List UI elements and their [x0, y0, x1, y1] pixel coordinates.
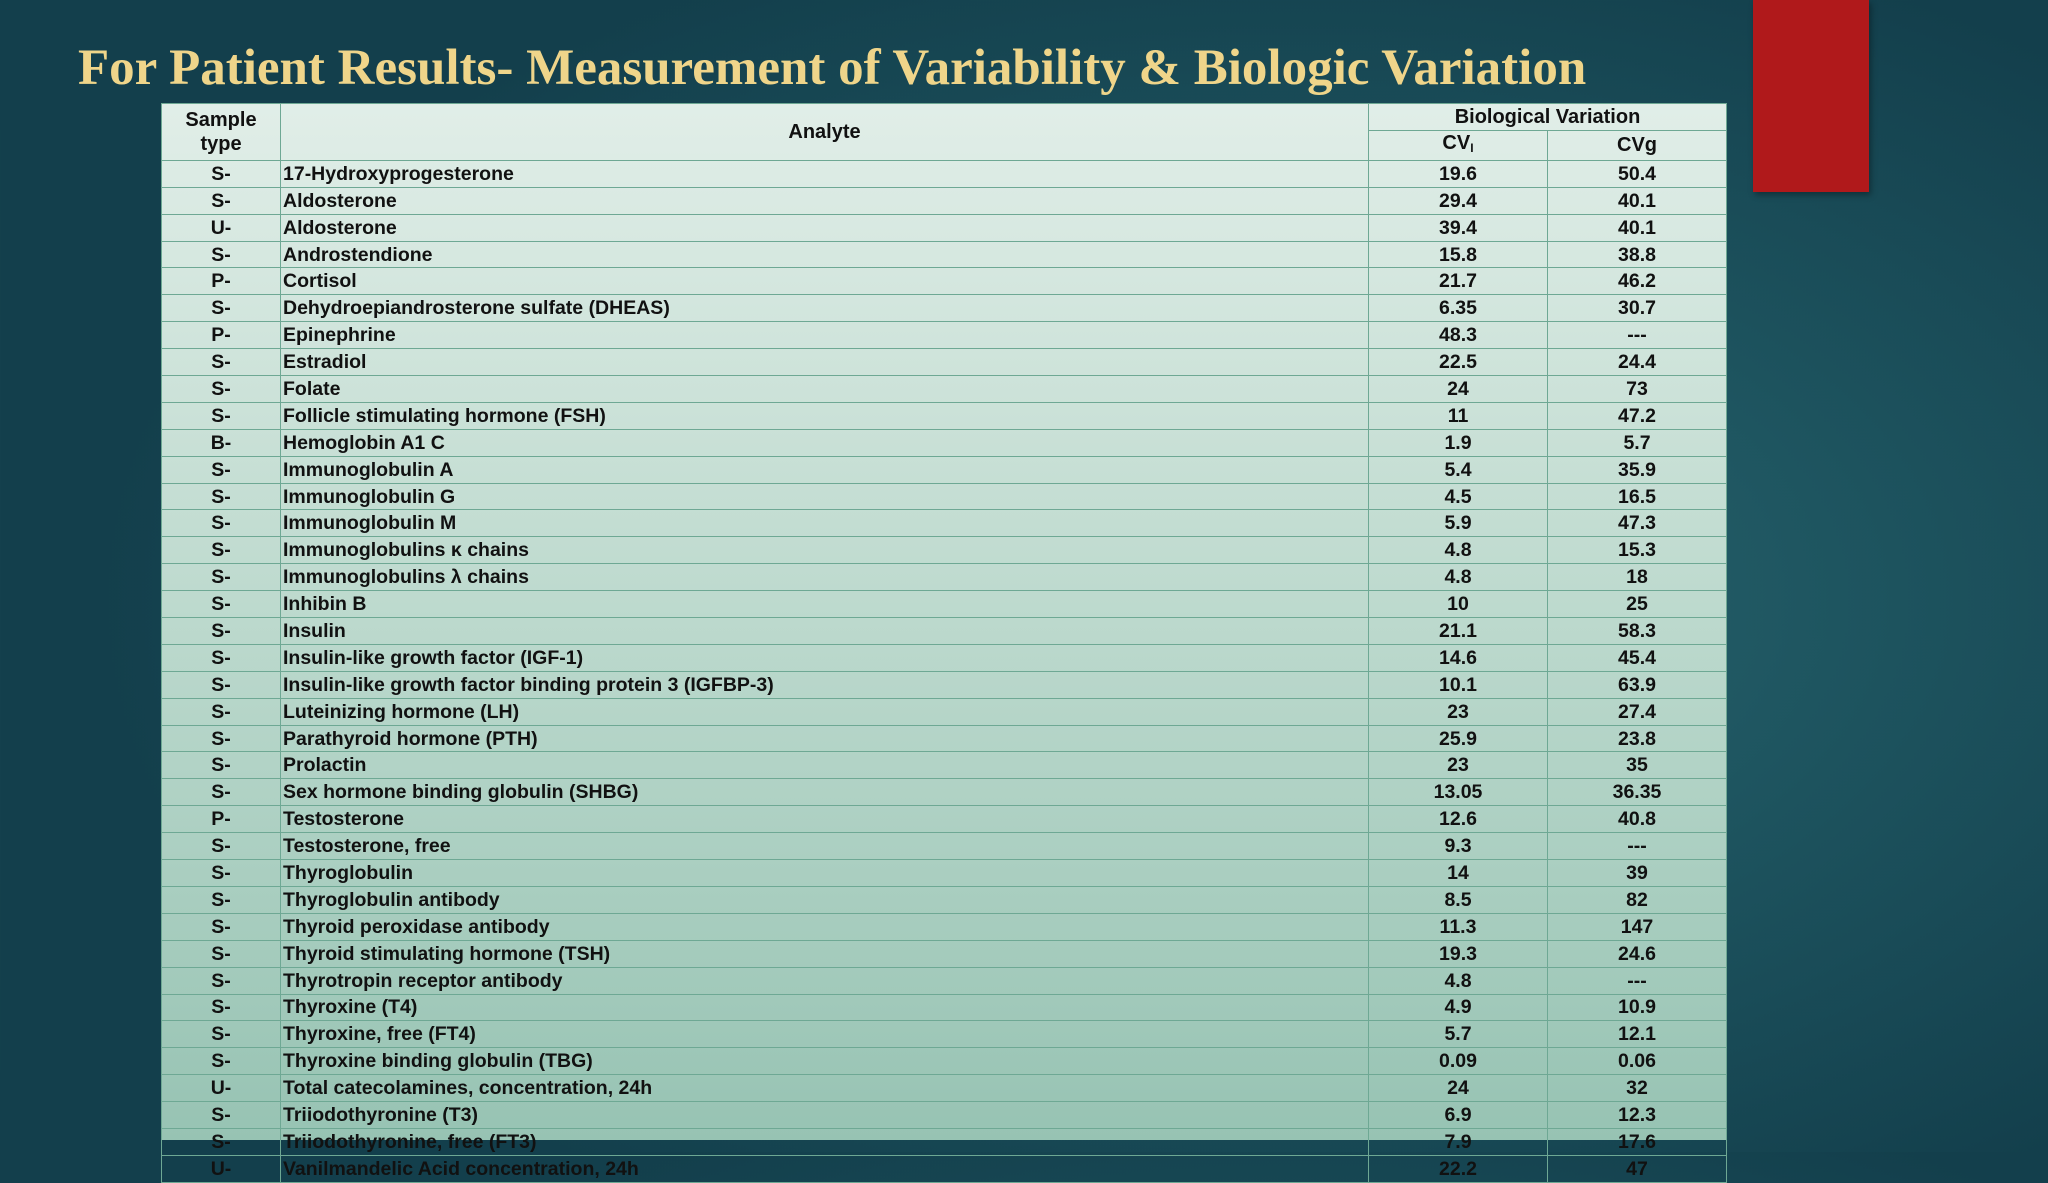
table-row [162, 214, 1727, 241]
cvi-cell: 22.5 [1369, 349, 1548, 376]
sample-type-cell: S- [162, 376, 281, 403]
table-row [162, 591, 1727, 618]
table-row [162, 1048, 1727, 1075]
cvg-cell: 12.3 [1548, 1102, 1727, 1129]
table-row [162, 725, 1727, 752]
cvg-cell: 35 [1548, 752, 1727, 779]
table-row [162, 295, 1727, 322]
sample-type-cell: S- [162, 295, 281, 322]
analyte-cell: Androstendione [281, 241, 1369, 268]
analyte-cell: Folate [281, 376, 1369, 403]
sample-type-cell: S- [162, 994, 281, 1021]
analyte-cell: Immunoglobulins κ chains [281, 537, 1369, 564]
cvg-cell: 24.4 [1548, 349, 1727, 376]
sample-type-cell: S- [162, 644, 281, 671]
cvg-cell: 0.06 [1548, 1048, 1727, 1075]
sample-type-cell: S- [162, 833, 281, 860]
cvg-cell: 17.6 [1548, 1128, 1727, 1155]
sample-type-cell: S- [162, 1128, 281, 1155]
cvg-cell: 40.8 [1548, 806, 1727, 833]
analyte-cell: Cortisol [281, 268, 1369, 295]
cvi-cell: 4.8 [1369, 564, 1548, 591]
analyte-cell: Thyroxine binding globulin (TBG) [281, 1048, 1369, 1075]
header-cvi [1369, 130, 1548, 160]
sample-type-cell: S- [162, 1102, 281, 1129]
sample-type-cell: U- [162, 1075, 281, 1102]
table-row [162, 779, 1727, 806]
table-row [162, 833, 1727, 860]
cvi-cell: 6.35 [1369, 295, 1548, 322]
table-row [162, 268, 1727, 295]
table-row [162, 187, 1727, 214]
sample-type-cell: S- [162, 187, 281, 214]
analyte-cell: Immunoglobulin G [281, 483, 1369, 510]
sample-type-cell: U- [162, 1155, 281, 1182]
cvi-cell: 23 [1369, 752, 1548, 779]
table-row [162, 913, 1727, 940]
table-row [162, 806, 1727, 833]
sample-type-cell: S- [162, 537, 281, 564]
cvi-cell: 10.1 [1369, 671, 1548, 698]
cvi-cell: 5.4 [1369, 456, 1548, 483]
cvi-cell: 4.9 [1369, 994, 1548, 1021]
cvg-cell: 82 [1548, 886, 1727, 913]
analyte-cell: Thyroglobulin antibody [281, 886, 1369, 913]
cvg-cell: 39 [1548, 860, 1727, 887]
cvi-cell: 10 [1369, 591, 1548, 618]
sample-type-cell: S- [162, 967, 281, 994]
analyte-cell: Immunoglobulin A [281, 456, 1369, 483]
cvi-cell: 4.8 [1369, 967, 1548, 994]
table-row [162, 1075, 1727, 1102]
table-row [162, 940, 1727, 967]
sample-type-cell: S- [162, 1021, 281, 1048]
table-row [162, 349, 1727, 376]
cvi-cell: 23 [1369, 698, 1548, 725]
cvg-cell: 12.1 [1548, 1021, 1727, 1048]
analyte-cell: Triiodothyronine (T3) [281, 1102, 1369, 1129]
analyte-cell: Hemoglobin A1 C [281, 429, 1369, 456]
table-row [162, 537, 1727, 564]
analyte-cell: Thyroxine (T4) [281, 994, 1369, 1021]
sample-type-cell: S- [162, 886, 281, 913]
cvg-cell: 46.2 [1548, 268, 1727, 295]
cvi-cell: 14 [1369, 860, 1548, 887]
cvg-cell: 47.3 [1548, 510, 1727, 537]
sample-type-cell: S- [162, 725, 281, 752]
analyte-cell: Sex hormone binding globulin (SHBG) [281, 779, 1369, 806]
table-row [162, 160, 1727, 187]
analyte-cell: Epinephrine [281, 322, 1369, 349]
table-row [162, 1155, 1727, 1182]
sample-type-cell: S- [162, 940, 281, 967]
analyte-cell: Immunoglobulins λ chains [281, 564, 1369, 591]
analyte-cell: Triiodothyronine, free (FT3) [281, 1128, 1369, 1155]
header-cvi-subscript: I [1470, 140, 1474, 155]
cvg-cell: 47.2 [1548, 402, 1727, 429]
sample-type-cell: P- [162, 806, 281, 833]
sample-type-cell: S- [162, 456, 281, 483]
table-row [162, 1128, 1727, 1155]
analyte-cell: Immunoglobulin M [281, 510, 1369, 537]
header-sample-type: Sample type [162, 104, 281, 161]
sample-type-cell: S- [162, 671, 281, 698]
cvg-cell: 63.9 [1548, 671, 1727, 698]
table-row [162, 671, 1727, 698]
cvg-cell: 50.4 [1548, 160, 1727, 187]
table-row [162, 241, 1727, 268]
analyte-cell: Insulin [281, 618, 1369, 645]
table-row [162, 698, 1727, 725]
cvg-cell: 15.3 [1548, 537, 1727, 564]
cvi-cell: 21.7 [1369, 268, 1548, 295]
cvg-cell: 47 [1548, 1155, 1727, 1182]
table-row [162, 860, 1727, 887]
cvg-cell: 23.8 [1548, 725, 1727, 752]
cvi-cell: 22.2 [1369, 1155, 1548, 1182]
cvg-cell: 18 [1548, 564, 1727, 591]
cvi-cell: 14.6 [1369, 644, 1548, 671]
analyte-cell: Thyrotropin receptor antibody [281, 967, 1369, 994]
analyte-cell: Insulin-like growth factor binding protein 3 (IGFBP-3) [281, 671, 1369, 698]
cvi-cell: 1.9 [1369, 429, 1548, 456]
cvi-cell: 7.9 [1369, 1128, 1548, 1155]
table-row [162, 564, 1727, 591]
table-row [162, 429, 1727, 456]
sample-type-cell: P- [162, 268, 281, 295]
analyte-cell: Total catecolamines, concentration, 24h [281, 1075, 1369, 1102]
sample-type-cell: S- [162, 698, 281, 725]
cvg-cell: --- [1548, 322, 1727, 349]
table-row [162, 456, 1727, 483]
sample-type-cell: S- [162, 349, 281, 376]
cvg-cell: 27.4 [1548, 698, 1727, 725]
sample-type-cell: U- [162, 214, 281, 241]
analyte-cell: Thyroid peroxidase antibody [281, 913, 1369, 940]
cvi-cell: 11 [1369, 402, 1548, 429]
header-cvi-label: CV [1442, 131, 1471, 154]
cvg-cell: 16.5 [1548, 483, 1727, 510]
analyte-cell: Thyroid stimulating hormone (TSH) [281, 940, 1369, 967]
analyte-cell: 17-Hydroxyprogesterone [281, 160, 1369, 187]
table-row [162, 994, 1727, 1021]
cvi-cell: 5.9 [1369, 510, 1548, 537]
analyte-cell: Dehydroepiandrosterone sulfate (DHEAS) [281, 295, 1369, 322]
cvi-cell: 13.05 [1369, 779, 1548, 806]
sample-type-cell: S- [162, 510, 281, 537]
cvg-cell: 25 [1548, 591, 1727, 618]
cvg-cell: 5.7 [1548, 429, 1727, 456]
cvi-cell: 21.1 [1369, 618, 1548, 645]
sample-type-cell: S- [162, 483, 281, 510]
cvi-cell: 11.3 [1369, 913, 1548, 940]
sample-type-cell: S- [162, 752, 281, 779]
table-row [162, 1102, 1727, 1129]
analyte-cell: Parathyroid hormone (PTH) [281, 725, 1369, 752]
cvi-cell: 24 [1369, 1075, 1548, 1102]
cvi-cell: 5.7 [1369, 1021, 1548, 1048]
cvg-cell: 38.8 [1548, 241, 1727, 268]
cvg-cell: 73 [1548, 376, 1727, 403]
cvg-cell: --- [1548, 967, 1727, 994]
cvi-cell: 29.4 [1369, 187, 1548, 214]
cvi-cell: 48.3 [1369, 322, 1548, 349]
cvi-cell: 6.9 [1369, 1102, 1548, 1129]
analyte-cell: Insulin-like growth factor (IGF-1) [281, 644, 1369, 671]
table-row [162, 967, 1727, 994]
sample-type-cell: B- [162, 429, 281, 456]
analyte-cell: Testosterone, free [281, 833, 1369, 860]
sample-type-cell: S- [162, 591, 281, 618]
cvi-cell: 9.3 [1369, 833, 1548, 860]
table-body [162, 160, 1727, 1182]
sample-type-cell: S- [162, 564, 281, 591]
sample-type-cell: P- [162, 322, 281, 349]
sample-type-cell: S- [162, 241, 281, 268]
analyte-cell: Vanilmandelic Acid concentration, 24h [281, 1155, 1369, 1182]
cvg-cell: 32 [1548, 1075, 1727, 1102]
biologic-variation-table [161, 103, 1727, 1183]
cvg-cell: 147 [1548, 913, 1727, 940]
analyte-cell: Thyroglobulin [281, 860, 1369, 887]
cvi-cell: 39.4 [1369, 214, 1548, 241]
cvi-cell: 8.5 [1369, 886, 1548, 913]
table-header-row [162, 104, 1727, 131]
cvi-cell: 4.5 [1369, 483, 1548, 510]
sample-type-cell: S- [162, 402, 281, 429]
slide-title: For Patient Results- Measurement of Variability & Biologic Variation [78, 40, 1587, 96]
sample-type-cell: S- [162, 913, 281, 940]
table-row [162, 483, 1727, 510]
cvg-cell: 30.7 [1548, 295, 1727, 322]
table-row [162, 402, 1727, 429]
header-biological-variation: Biological Variation [1369, 104, 1727, 131]
cvg-cell: 40.1 [1548, 187, 1727, 214]
analyte-cell: Testosterone [281, 806, 1369, 833]
cvi-cell: 19.6 [1369, 160, 1548, 187]
analyte-cell: Estradiol [281, 349, 1369, 376]
analyte-cell: Luteinizing hormone (LH) [281, 698, 1369, 725]
cvi-cell: 4.8 [1369, 537, 1548, 564]
sample-type-cell: S- [162, 160, 281, 187]
analyte-cell: Thyroxine, free (FT4) [281, 1021, 1369, 1048]
table-row [162, 886, 1727, 913]
cvg-cell: 45.4 [1548, 644, 1727, 671]
sample-type-cell: S- [162, 618, 281, 645]
table-row [162, 322, 1727, 349]
table-row [162, 618, 1727, 645]
table-row [162, 376, 1727, 403]
table-row [162, 1021, 1727, 1048]
cvg-cell: --- [1548, 833, 1727, 860]
cvg-cell: 35.9 [1548, 456, 1727, 483]
header-cvg: CVg [1548, 130, 1727, 160]
analyte-cell: Aldosterone [281, 187, 1369, 214]
cvi-cell: 25.9 [1369, 725, 1548, 752]
sample-type-cell: S- [162, 1048, 281, 1075]
cvg-cell: 24.6 [1548, 940, 1727, 967]
analyte-cell: Follicle stimulating hormone (FSH) [281, 402, 1369, 429]
cvg-cell: 40.1 [1548, 214, 1727, 241]
cvg-cell: 58.3 [1548, 618, 1727, 645]
analyte-cell: Inhibin B [281, 591, 1369, 618]
cvi-cell: 24 [1369, 376, 1548, 403]
sample-type-cell: S- [162, 779, 281, 806]
biologic-variation-table-container [161, 103, 1727, 1180]
cvi-cell: 0.09 [1369, 1048, 1548, 1075]
table-row [162, 510, 1727, 537]
header-analyte: Analyte [281, 104, 1369, 161]
table-row [162, 752, 1727, 779]
sample-type-cell: S- [162, 860, 281, 887]
analyte-cell: Aldosterone [281, 214, 1369, 241]
cvg-cell: 10.9 [1548, 994, 1727, 1021]
red-accent-bar [1753, 0, 1869, 192]
cvi-cell: 12.6 [1369, 806, 1548, 833]
cvg-cell: 36.35 [1548, 779, 1727, 806]
table-row [162, 644, 1727, 671]
analyte-cell: Prolactin [281, 752, 1369, 779]
cvi-cell: 15.8 [1369, 241, 1548, 268]
cvi-cell: 19.3 [1369, 940, 1548, 967]
